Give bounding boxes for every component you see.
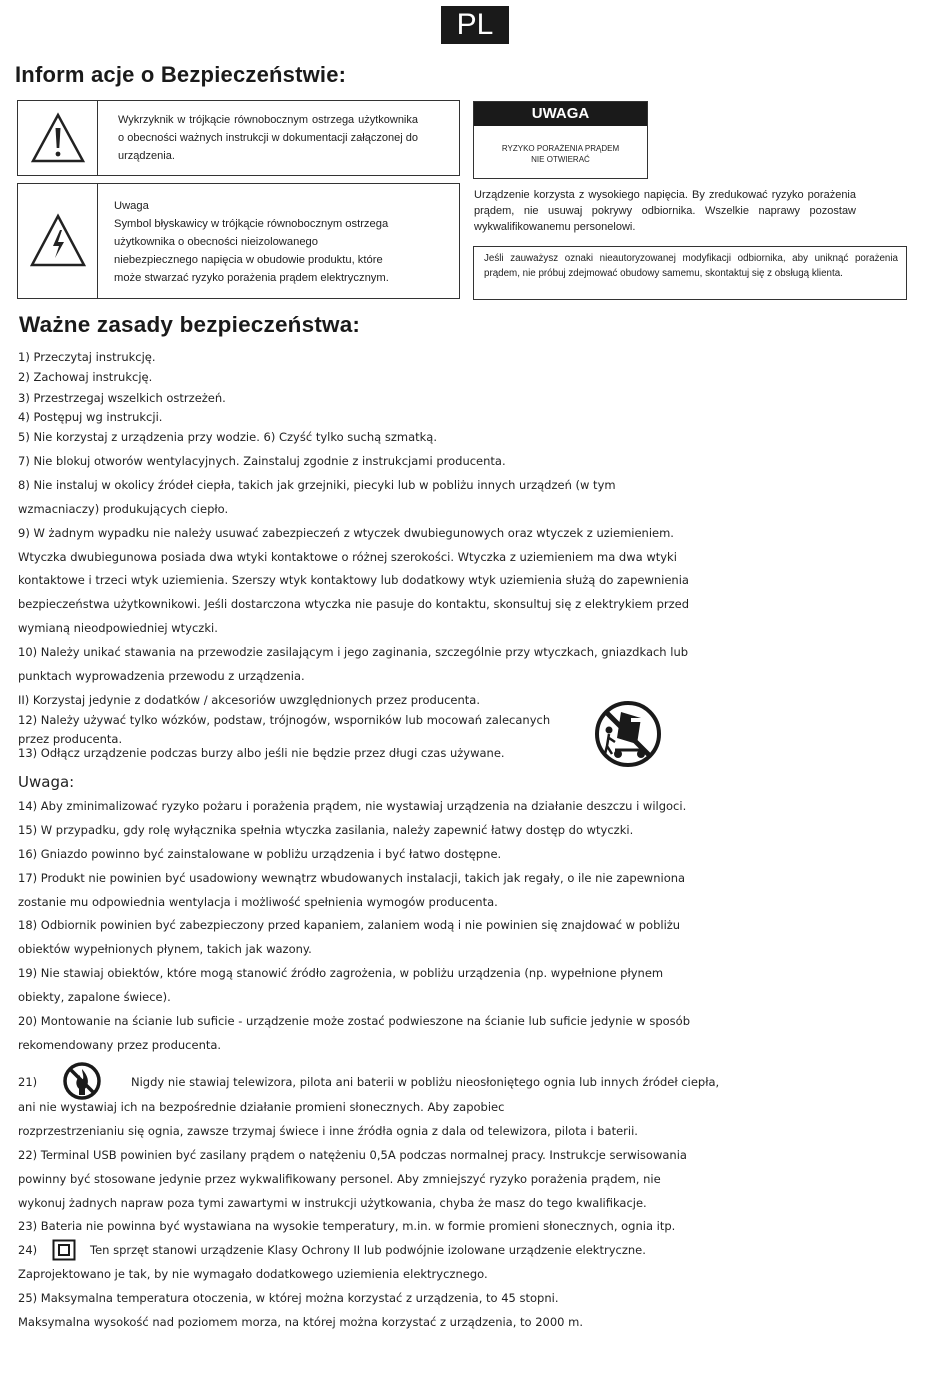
item-21-text: Nigdy nie stawiaj telewizora, pilota ani baterii w pobliżu nieosłoniętego ognia lub innych źródeł ciepła, (131, 1075, 720, 1089)
rule-line: 7) Nie blokuj otworów wentylacyjnych. Zainstaluj zgodnie z instrukcjami producenta. (18, 454, 506, 468)
rule-line: 18) Odbiornik powinien być zabezpieczony przed kapaniem, zalaniem wodą i nie powinien się znajdować w pobliżu (18, 918, 681, 932)
class-ii-double-insulation-icon (52, 1239, 76, 1261)
rule-line: 5) Nie korzystaj z urządzenia przy wodzie. 6) Czyść tylko suchą szmatką. (18, 430, 438, 444)
rule-line: 3) Przestrzegaj wszelkich ostrzeżeń. (18, 391, 226, 405)
rule-line: Maksymalna wysokość nad poziomem morza, na której można korzystać z urządzenia, to 2000 m. (18, 1315, 584, 1329)
uwaga-line-2: NIE OTWIERAĆ (531, 155, 590, 164)
rule-line: Zaprojektowano je tak, by nie wymagało dodatkowego uziemienia elektrycznego. (18, 1267, 488, 1281)
safety-info-heading: Inform acje o Bezpieczeństwie: (15, 62, 347, 87)
rule-line: 4) Postępuj wg instrukcji. (18, 410, 163, 424)
lightning-icon-cell (18, 184, 98, 298)
rule-line: kontaktowe i trzeci wtyk uziemienia. Szerszy wtyk kontaktowy lub dodatkowy wtyk uziemienia służą do zapewnienia (18, 573, 689, 587)
rule-line: 15) W przypadku, gdy rolę wyłącznika spełnia wtyczka zasilania, należy zapewnić łatwy dostęp do wtyczki. (18, 823, 634, 837)
rule-line: 1) Przeczytaj instrukcję. (18, 350, 156, 364)
rule-line: 9) W żadnym wypadku nie należy usuwać zabezpieczeń z wtyczek dwubiegunowych oraz wtyczek z uziemieniem. (18, 526, 674, 540)
important-rules-heading: Ważne zasady bezpieczeństwa: (19, 312, 361, 337)
rule-line: 10) Należy unikać stawania na przewodzie zasilającym i jego zaginania, szczególnie przy wtyczkach, gniazdkach lub (18, 645, 689, 659)
item-21-number: 21) (18, 1075, 38, 1089)
rule-line: wykonuj żadnych napraw poza tymi zawartymi w instrukcji użytkowania, chyba że masz do tego kwalifikacje. (18, 1196, 647, 1210)
rule-line: II) Korzystaj jedynie z dodatków / akcesoriów uwzględnionych przez producenta. (18, 693, 481, 707)
high-voltage-paragraph: Urządzenie korzysta z wysokiego napięcia. By zredukować ryzyko porażenia prądem, nie usuwaj pokrywy odbiornika. Wszelkie naprawy pozostaw wykwalifikowanemu personelowi. (474, 189, 856, 233)
rule-line: powinny być stosowane jedynie przez wykwalifikowany personel. Aby zmniejszyć ryzyko porażenia prądem, nie (18, 1172, 661, 1186)
rule-line: przez producenta. (18, 732, 123, 746)
rule-line: 20) Montowanie na ścianie lub suficie - urządzenie może zostać podwieszone na ścianie lub suficie jedynie w sposób (18, 1014, 691, 1028)
rule-line: wymianą nieodpowiedniej wtyczki. (18, 621, 218, 635)
exclamation-warning-box (17, 100, 460, 176)
uwaga-header: UWAGA (474, 102, 647, 126)
rule-line: obiektów wypełnionych płynem, takich jak wazony. (18, 942, 312, 956)
rule-line: 17) Produkt nie powinien być usadowiony wewnątrz wbudowanych instalacji, takich jak regały, o ile nie zapewniona (18, 871, 686, 885)
item-24-number: 24) (18, 1243, 38, 1257)
exclamation-description: Wykrzyknik w trójkącie równobocznym ostrzega użytkownika o obecności ważnych instrukcji w dokumentacji załączonej do urządzenia. (118, 114, 418, 162)
exclamation-icon-cell (18, 101, 98, 175)
rule-line: wzmacniaczy) produkujących ciepło. (18, 502, 229, 516)
rule-line: 13) Odłącz urządzenie podczas burzy albo jeśli nie będzie przez długi czas używane. (18, 746, 505, 760)
no-open-flame-icon (62, 1061, 102, 1101)
uwaga-line-1: RYZYKO PORAŻENIA PRĄDEM (501, 144, 620, 153)
rule-line: 22) Terminal USB powinien być zasilany prądem o natężeniu 0,5A podczas normalnej pracy. Instrukcje serwisowania (18, 1148, 687, 1162)
rule-line: 12) Należy używać tylko wózków, podstaw, trójnogów, wsporników lub mocowań zalecanych (18, 713, 551, 727)
lightning-warning-box (17, 183, 460, 299)
rule-line: 23) Bateria nie powinna być wystawiana na wysokie temperatury, m.in. w formie promieni słonecznych, ognia itp. (18, 1219, 676, 1233)
rule-line: rozprzestrzenianiu się ognia, zawsze trzymaj świece i inne źródła ognia z dala od telewizora, pilota i baterii. (18, 1124, 638, 1138)
exclamation-triangle-icon (30, 112, 86, 164)
rule-line: punktach wyprowadzenia przewodu z urządzenia. (18, 669, 305, 683)
modification-text: Jeśli zauważysz oznaki nieautoryzowanej modyfikacji odbiornika, aby uniknąć porażenia prądem, nie próbuj zdejmować obudowy samemu, skontaktuj się z obsługą klienta. (484, 253, 898, 279)
rule-line: 19) Nie stawiaj obiektów, które mogą stanowić źródło zagrożenia, w pobliżu urządzenia (np. wypełnione płynem (18, 966, 664, 980)
modification-notice-box (473, 246, 907, 300)
lightning-title: Uwaga (114, 200, 149, 212)
rule-line: 16) Gniazdo powinno być zainstalowane w pobliżu urządzenia i być łatwo dostępne. (18, 847, 502, 861)
cart-tipover-warning-icon (593, 700, 663, 768)
rule-line: rekomendowany przez producenta. (18, 1038, 222, 1052)
lightning-triangle-icon (29, 212, 87, 270)
lightning-line-4: może stwarzać ryzyko porażenia prądem elektrycznym. (114, 272, 389, 284)
rule-line: 8) Nie instaluj w okolicy źródeł ciepła, takich jak grzejniki, piecyki lub w pobliżu innych urządzeń (w tym (18, 478, 616, 492)
uwaga-label: Uwaga: (18, 773, 75, 791)
lightning-line-2: użytkownika o obecności nieizolowanego (114, 236, 318, 248)
rule-line: 25) Maksymalna temperatura otoczenia, w której można korzystać z urządzenia, to 45 stopni. (18, 1291, 559, 1305)
rule-line: bezpieczeństwa użytkownikowi. Jeśli dostarczona wtyczka nie pasuje do kontaktu, skonsultuj się z elektrykiem przed (18, 597, 690, 611)
rule-line: zostanie mu odpowiednia wentylacja i możliwość spełnienia wymogów producenta. (18, 895, 498, 909)
lightning-line-3: niebezpiecznego napięcia w obudowie produktu, które (114, 254, 383, 266)
rule-line: 2) Zachowaj instrukcję. (18, 370, 153, 384)
rule-line: ani nie wystawiaj ich na bezpośrednie działanie promieni słonecznych. Aby zapobiec (18, 1100, 505, 1114)
rule-line: 14) Aby zminimalizować ryzyko pożaru i porażenia prądem, nie wystawiaj urządzenia na działanie deszczu i wilgoci. (18, 799, 687, 813)
item-24-text: Ten sprzęt stanowi urządzenie Klasy Ochrony II lub podwójnie izolowane urządzenie elektryczne. (90, 1243, 646, 1257)
rule-line: obiekty, zapalone świece). (18, 990, 171, 1004)
lightning-line-1: Symbol błyskawicy w trójkącie równobocznym ostrzega (114, 218, 389, 230)
rule-line: Wtyczka dwubiegunowa posiada dwa wtyki kontaktowe o różnej szerokości. Wtyczka z uziemieniem ma dwa wtyki (18, 550, 677, 564)
language-badge: PL (441, 6, 509, 44)
uwaga-caution-box (473, 101, 648, 179)
